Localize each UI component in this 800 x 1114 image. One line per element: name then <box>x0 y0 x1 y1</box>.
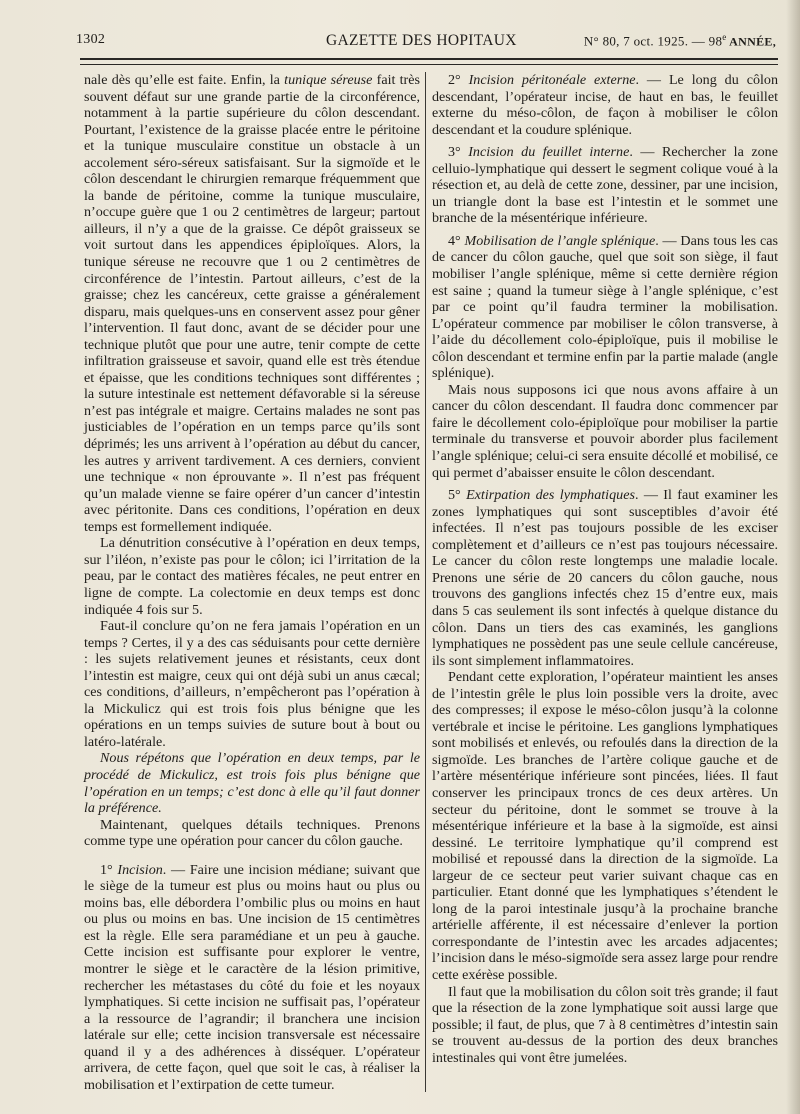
paragraph: Maintenant, quelques détails techniques. Prenons comme type une opération pour cancer du côlon gauche. <box>84 816 420 850</box>
section-incision <box>84 862 420 1094</box>
paragraph: Il faut que la mobilisation du côlon soit très grande; il faut que la résection de la zone lymphatique soit aussi large que possible; il faut, de plus, que 7 à 8 centimètres d’intestin sain se trouvent au-dessus de la portion des deux branches intestinales qui vont être jumelées. <box>432 983 778 1066</box>
journal-title: GAZETTE DES HOPITAUX <box>326 32 517 49</box>
paragraph: Pendant cette exploration, l’opérateur maintient les anses de l’intestin grêle le plus loin possible vers la droite, avec des compresses; il expose le méso-côlon jusqu’à la colonne vertébrale et incise le péritoine. Les ganglions lymphatiques sont mobilisés et enlevés, ou refoulés dans la direction de la sigmoïde. Les branches de l’artère colique gauche et de l’artère mésentérique inférieure sont pincées, liées. Il faut conserver les principaux troncs de ces deux artères. Un secteur du péritoine, dont le sommet se trouve à la mésentérique inférieure et la base à la sigmoïde, est ainsi dessiné. Le territoire lymphatique qu’il comprend est mobilisé et repoussé dans la direction de la sigmoïde. La largeur de ce secteur peut varier suivant chaque cas en particulier. Etant donné que les lymphatiques s’étendent le long de la paroi intestinale jusqu’à la prochaine branche artérielle afférente, il est nécessaire d’enlever la portion correspondante de l’intestin avec les arcades adjacentes; l’incision dans le méso-sigmoïde sera assez large pour rendre cette exérèse possible. <box>432 669 778 983</box>
section-feuillet-interne <box>432 144 778 227</box>
paragraph: La dénutrition consécutive à l’opération en deux temps, sur l’iléon, n’existe pas pour le côlon; ici l’irritation de la peau, par le contact des matières fécales, ne peut entrer en ligne de compte. La colectomie en deux temps est donc indiquée 4 fois sur 5. <box>84 535 420 618</box>
paragraph <box>84 72 420 535</box>
section-heading: Mobilisation de l’angle splénique <box>464 232 656 249</box>
section-number: 3° <box>448 144 469 161</box>
section-heading: Extirpation des lymphatiques <box>466 487 635 504</box>
text-run: . — Rechercher la zone celluio-lymphatique qui dessert le segment colique voué à la résection et, au delà de cette zone, dessiner, par une incision, un triangle dont la base est l’intestin et le sommet une branche de la mésentérique inférieure. <box>432 144 778 227</box>
section-incision-peritoneale <box>432 72 778 138</box>
section-lymphatiques <box>432 487 778 669</box>
paragraph: Faut-il conclure qu’on ne fera jamais l’opération en un temps ? Certes, il y a des cas séduisants pour cette dernière : les sujets relativement jeunes et résistants, ceux dont l’intestin est maigre, ceux qui ont déjà subi un anus cæcal; ces conditions, d’ailleurs, n’empêcheront pas l’opération à la Mickulicz qui est trois fois plus bénigne que les opérations en un temps suivies de suture bout à bout ou latéro-latérale. <box>84 618 420 750</box>
section-number: 1° <box>100 861 118 878</box>
text-run: . — Faire une incision médiane; suivant que le siège de la tumeur est plus ou moins haut ou plus ou moins bas, elle débordera l’ombilic plus ou moins en haut ou plus ou moins en bas. Une incision de 15 centimètres est la règle. Elle sera paramédiane et un peu à gauche. Cette incision est suffisante pour explorer le ventre, montrer le siège et le caractère de la lésion primitive, rechercher les métastases du côté du foie et les noyaux lymphatiques. Si cette incision ne suffisait pas, l’opérateur a la ressource de l’agrandir; il branchera une incision latérale sur elle; cette incision transversale est nécessaire quand il y a des adhérences à disséquer. L’opérateur arrivera, de cette façon, quel que soit le cas, à réaliser la mobilisation et l’extirpation de cette tumeur. <box>84 861 420 1093</box>
column-divider <box>425 72 426 1092</box>
text-run: . — Il faut examiner les zones lymphatiques qui sont susceptibles d’avoir été infectées. Il n’est pas toujours possible de les exciser complètement et d’ailleurs ce n’est pas toujours nécessaire. Le cancer du côlon reste longtemps une maladie locale. Prenons une série de 20 cancers du côlon gauche, nous trouvons des ganglions infectés chez 15 d’entre eux, mais dans 5 cas seulement ils sont infectés à quelque distance du côlon. Dans un tiers des cas examinés, les ganglions lymphatiques ne possèdent pas une seule cellule cancéreuse, ils sont simplement inflammatoires. <box>432 487 778 669</box>
issue-date: N° 80, 7 oct. 1925. — 98 <box>583 33 723 49</box>
page-number: 1302 <box>76 32 106 47</box>
paragraph: Mais nous supposons ici que nous avons affaire à un cancer du côlon descendant. Il faudra donc commencer par faire le décollement colo-épiploïque pour mobiliser la partie terminale du transverse et pouvoir aborder plus facilement l’angle splénique; celui-ci sera ensuite décollé et mobilisé, ce qui permet d’abaisser ensuite le côlon descendant. <box>432 381 778 481</box>
section-angle-splenique <box>432 233 778 382</box>
section-number: 4° <box>448 232 465 249</box>
issue-ordinal-suffix: e <box>722 32 727 42</box>
section-heading: Incision péritonéale externe <box>468 72 636 88</box>
page-edge-shadow <box>786 0 800 1114</box>
emphasis-paragraph: Nous répétons que l’opération en deux temps, par le procédé de Mickulicz, est trois fois plus bénigne que l’opération en un temps; c’est donc à elle qu’il faut donner la préférence. <box>84 750 420 817</box>
header-rule-thin <box>80 64 778 65</box>
text-run: . — Le long du côlon descendant, l’opérateur incise, de haut en bas, le feuillet externe du méso-côlon, de façon à mobiliser le côlon descendant et la coudure splénique. <box>432 72 779 138</box>
section-heading: Incision <box>117 861 163 878</box>
left-column <box>84 72 420 1093</box>
italic-run: tunique séreuse <box>284 72 373 88</box>
section-number: 5° <box>448 487 467 504</box>
header-rule <box>80 58 778 60</box>
text-run: . — Dans tous les cas de cancer du côlon gauche, quel que soit son siège, il faut mobiliser l’angle splénique, même si cette dernière région est saine ; quand la tumeur siège à l’angle splénique, c’est par ce point qu’il faudra terminer la mobilisation. L’opérateur commence par mobiliser le côlon transverse, à l’aide du décollement colo-épiploïque, puis il mobilise le côlon descendant et termine enfin par la partie malade (angle splénique). <box>432 232 778 382</box>
right-column <box>432 72 778 1066</box>
section-number: 2° <box>448 72 469 88</box>
section-heading: Incision du feuillet interne <box>468 144 630 161</box>
text-run: fait très souvent défaut sur une grande partie de la circonférence, notamment à la partie supérieure du côlon descendant. Pourtant, l’existence de la graisse placée entre le péritoine et la tunique musculaire constitue un obstacle à un accolement séro-séreux satisfaisant. Sur la sigmoïde et le côlon descendant le chirurgien remarque fréquemment que la bande de péritoine, comme la tunique musculaire, n’occupe guère que 1 ou 2 centimètres de largeur; partout ailleurs, il n’y a que de la graisse. Ce dépôt graisseux se voit surtout dans les appendices épiploïques. Alors, la tunique séreuse ne recouvre que 1 ou 2 centimètres de circonférence de l’intestin. Partout ailleurs, c’est de la graisse; chez les cancéreux, cette graisse a généralement disparu, mais quelques-uns en conservent assez pour gêner l’intervention. Il faut donc, avant de se décider pour une technique plutôt que pour une autre, tenir compte de cette infiltration graisseuse et savoir, quand elle est très étendue et épaisse, que les conditions techniques sont différentes ; la suture intestinale est nettement défavorable si la séreuse n’est pas intégrale et maigre. Certains malades ne sont pas justiciables de l’opération en un temps parce qu’ils sont déprimés; les uns arrivent à l’opération au début du cancer, les autres y arrivent tardivement. A ces derniers, convient une technique « non éprouvante ». Il n’est pas fréquent qu’un malade vienne se faire opérer d’un cancer d’intestin avec péritonite. Dans ces conditions, l’opération en deux temps est formellement indiquée. <box>84 72 420 535</box>
text-run: nale dès qu’elle est faite. Enfin, la <box>84 72 285 88</box>
running-header <box>76 30 780 52</box>
issue-info <box>584 32 776 49</box>
issue-year-label: ANNÉE, <box>726 34 776 49</box>
